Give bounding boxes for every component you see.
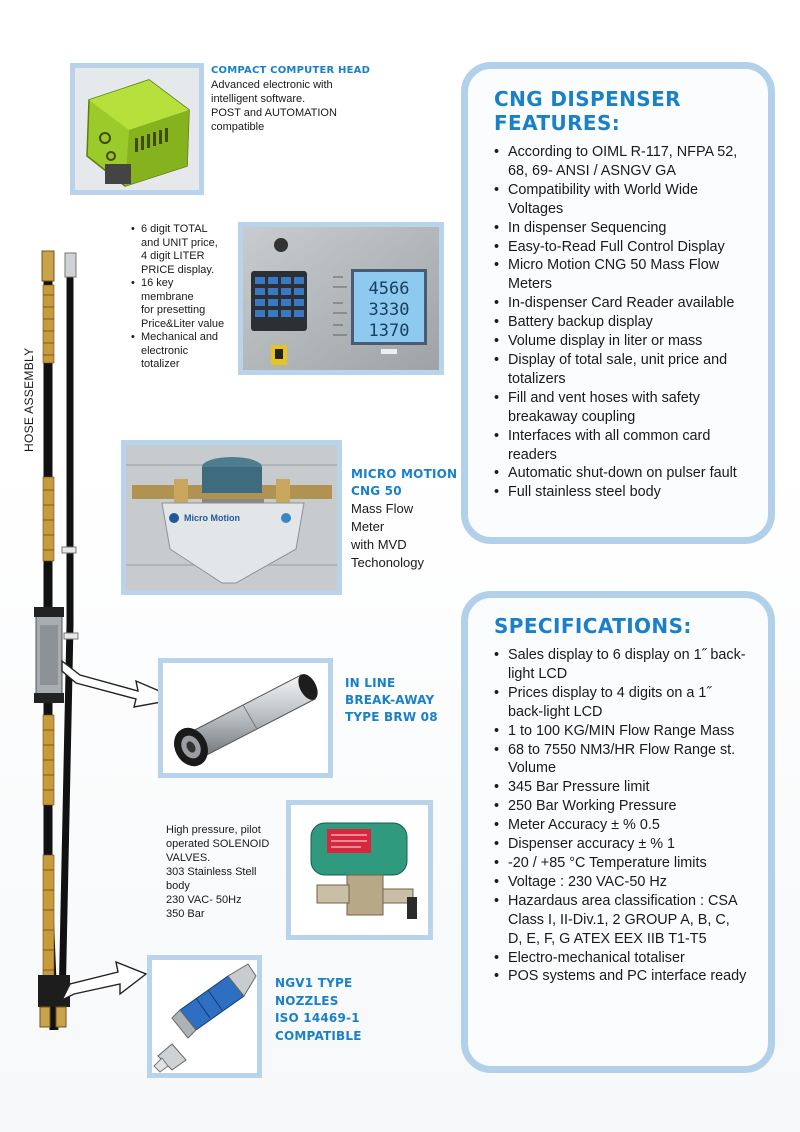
lcd-line-2: 3330 [368, 300, 410, 320]
display-panel-photo [238, 222, 444, 375]
breakaway-title: IN LINE BREAK-AWAY TYPE BRW 08 [345, 676, 438, 724]
list-item: • Automatic shut-down on pulser fault [494, 464, 748, 483]
display-bullet-list [131, 223, 224, 372]
list-item: • Electro-mechanical totaliser [494, 949, 748, 968]
list-item: • In-dispenser Card Reader available [494, 294, 748, 313]
list-item: • Hazardaus area classification : CSA Class I, II-Div.1, 2 GROUP A, B, C, D, E, F, G ATEX EEX IIB T1-T5 [494, 892, 748, 949]
breakaway-photo [158, 658, 333, 778]
computer-head-title: COMPACT COMPUTER HEAD [211, 65, 371, 76]
solenoid-description: High pressure, pilot operated SOLENOID VALVES. 303 Stainless Stell body 230 VAC- 50Hz 350 Bar [166, 824, 270, 920]
list-item: • Easy-to-Read Full Control Display [494, 238, 748, 257]
features-title: CNG DISPENSER FEATURES: [494, 87, 681, 135]
list-item: • Micro Motion CNG 50 Mass Flow Meters [494, 256, 748, 294]
micro-motion-description: Mass Flow Meter with MVD Techonology [351, 501, 424, 570]
list-item: • Dispenser accuracy ± % 1 [494, 835, 748, 854]
nozzle-image [152, 960, 257, 1073]
micro-motion-brand: Micro Motion [184, 513, 240, 523]
specifications-title: SPECIFICATIONS: [494, 614, 692, 638]
list-item: • In dispenser Sequencing [494, 219, 748, 238]
list-item: • Meter Accuracy ± % 0.5 [494, 816, 748, 835]
list-item: • Compatibility with World Wide Voltages [494, 181, 748, 219]
display-panel-image [243, 227, 439, 370]
list-item: • According to OIML R-117, NFPA 52, 68, 69- ANSI / ASNGV GA [494, 143, 748, 181]
list-item: • Volume display in liter or mass [494, 332, 748, 351]
list-item: • Sales display to 6 display on 1˝ back-light LCD [494, 646, 748, 684]
micro-motion-photo [121, 440, 342, 595]
list-item: • Mechanical and electronic totalizer [131, 331, 224, 372]
computer-head-photo [70, 63, 204, 195]
list-item: • 68 to 7550 NM3/HR Flow Range st. Volume [494, 741, 748, 779]
list-item: • Display of total sale, unit price and totalizers [494, 351, 748, 389]
computer-head-description: Advanced electronic with intelligent software. POST and AUTOMATION compatible [211, 79, 337, 133]
list-item: • Battery backup display [494, 313, 748, 332]
micro-motion-image [126, 445, 337, 590]
list-item: • 1 to 100 KG/MIN Flow Range Mass [494, 722, 748, 741]
nozzle-photo [147, 955, 262, 1078]
list-item: • POS systems and PC interface ready [494, 967, 748, 986]
lcd-line-3: 1370 [368, 321, 410, 341]
list-item: • Interfaces with all common card readers [494, 427, 748, 465]
list-item: • 6 digit TOTAL and UNIT price, 4 digit LITER PRICE display. [131, 223, 224, 277]
features-list [494, 143, 748, 502]
list-item: • Full stainless steel body [494, 483, 748, 502]
solenoid-image [291, 805, 428, 935]
list-item: • 345 Bar Pressure limit [494, 778, 748, 797]
list-item: • 16 key membrane for presetting Price&Liter value [131, 277, 224, 331]
breakaway-image [163, 663, 328, 773]
specifications-list [494, 646, 748, 986]
list-item: • Fill and vent hoses with safety breakaway coupling [494, 389, 748, 427]
arrow-to-nozzle [60, 960, 150, 1010]
micro-motion-title: MICRO MOTION CNG 50 [351, 467, 458, 498]
list-item: • 250 Bar Working Pressure [494, 797, 748, 816]
hose-assembly-image [28, 245, 92, 1030]
list-item: • Prices display to 4 digits on a 1˝ back-light LCD [494, 684, 748, 722]
computer-head-image [75, 68, 199, 190]
specifications-panel [461, 591, 775, 1073]
list-item: • -20 / +85 °C Temperature limits [494, 854, 748, 873]
list-item: • Voltage : 230 VAC-50 Hz [494, 873, 748, 892]
hose-assembly-label: HOSE ASSEMBLY [22, 347, 36, 452]
lcd-line-1: 4566 [368, 279, 410, 299]
solenoid-photo [286, 800, 433, 940]
features-panel [461, 62, 775, 544]
nozzle-title: NGV1 TYPE NOZZLES ISO 14469-1 COMPATIBLE [275, 976, 362, 1043]
